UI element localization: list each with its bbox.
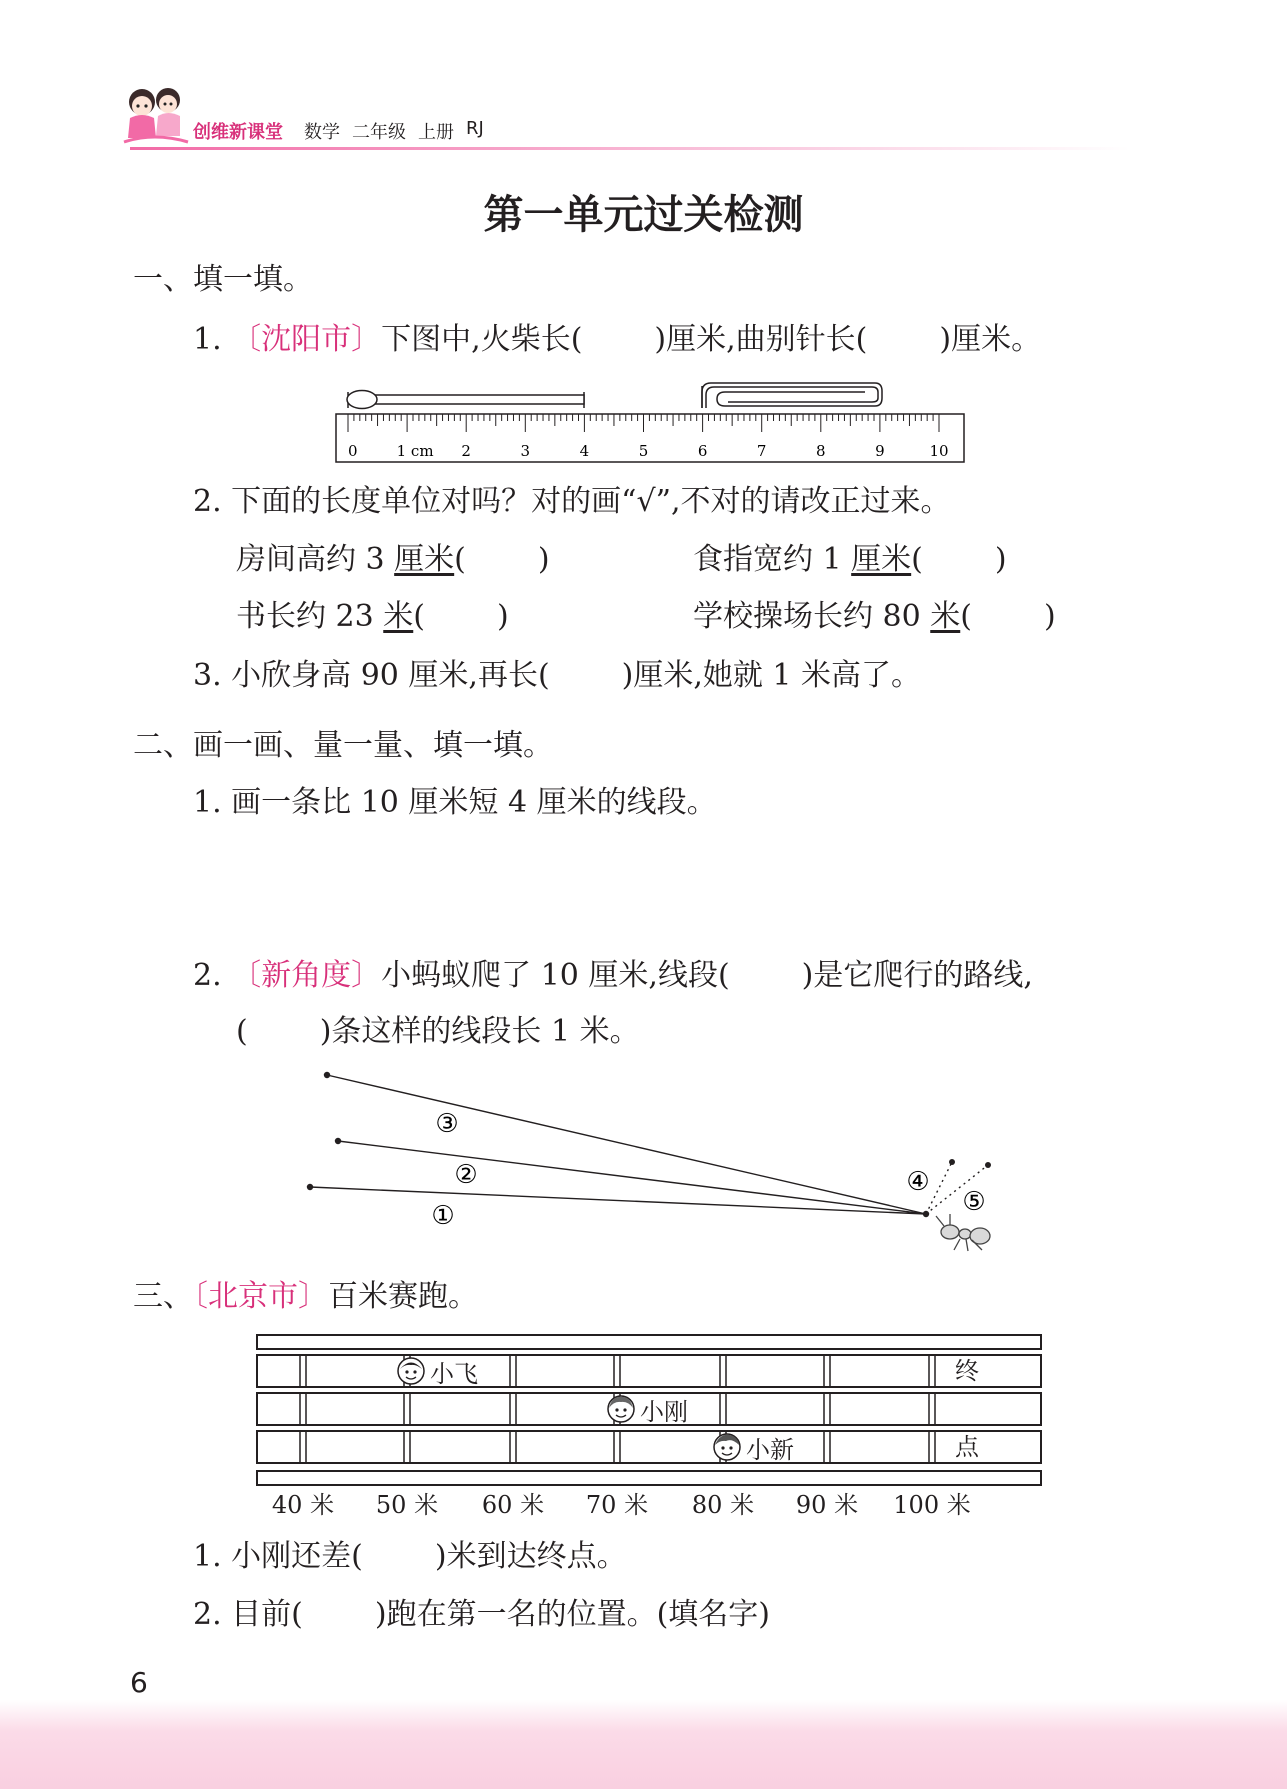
- paren-close: ): [994, 542, 1007, 577]
- ant-segments-figure: [290, 1060, 1010, 1260]
- ruler-label: 6: [697, 442, 708, 460]
- q-text-part2: )厘米,她就 1 米高了。: [621, 658, 922, 693]
- paren-close: ): [537, 542, 550, 577]
- runner-face-icon: [396, 1356, 426, 1386]
- source-tag: 〔北京市〕: [193, 1279, 328, 1314]
- section2-heading: 二、画一画、量一量、填一填。: [133, 728, 553, 763]
- unit-item-3: [236, 599, 509, 635]
- edition-label: RJ: [466, 118, 484, 139]
- q-text-part2: )厘米,曲别针长(: [654, 322, 868, 357]
- volume-label: 上册: [418, 122, 454, 143]
- unit-item-2: [693, 542, 1007, 578]
- source-tag: 〔沈阳市〕: [231, 322, 382, 357]
- q-number: 2.: [193, 958, 222, 993]
- paren-open: (: [413, 599, 425, 634]
- segment-label-3: ③: [435, 1109, 459, 1139]
- q-text-part1: 1. 小刚还差(: [193, 1539, 363, 1574]
- ruler-label: 10: [929, 442, 949, 460]
- runner-face-icon: [606, 1394, 636, 1424]
- q-text-part2: )跑在第一名的位置。(填名字): [374, 1597, 770, 1632]
- unit-word: 厘米: [851, 542, 912, 577]
- ruler-label: 2: [461, 442, 471, 460]
- unit-word: 米: [930, 599, 961, 634]
- question-3-1: [193, 1539, 627, 1575]
- segment-1: [310, 1187, 926, 1214]
- unit-word: 厘米: [394, 542, 455, 577]
- paren-close: ): [1043, 599, 1056, 634]
- distance-label: 40 米: [271, 1491, 335, 1519]
- q-text-part1: 2. 目前(: [193, 1597, 303, 1632]
- segment-label-5: ⑤: [962, 1187, 986, 1217]
- ruler-label: 0: [348, 442, 358, 460]
- runner-name: 小刚: [640, 1397, 688, 1426]
- ruler-label: 1 cm: [396, 442, 434, 460]
- ant-image: [936, 1214, 990, 1251]
- paperclip-image: [702, 383, 882, 408]
- q-text-part2: )条这样的线段长 1 米。: [319, 1014, 640, 1049]
- track-bottom-rail: [256, 1470, 1042, 1486]
- question-2-1: 1. 画一条比 10 厘米短 4 厘米的线段。: [193, 785, 717, 820]
- question-2-2: [193, 958, 1033, 994]
- segment-label-1: ①: [431, 1201, 455, 1231]
- runner-face-icon: [712, 1432, 742, 1462]
- header-divider: [130, 147, 1130, 150]
- q-text-part2: )是它爬行的路线,: [801, 958, 1033, 993]
- unit-item-1: [236, 542, 550, 578]
- ruler-label: 3: [520, 442, 531, 460]
- subject-label: 数学: [304, 122, 340, 143]
- ruler-label: 4: [579, 442, 590, 460]
- finish-label-bottom: 点: [955, 1433, 979, 1461]
- grade-label: 二年级: [352, 122, 406, 143]
- unit-item-text: 学校操场长约 80: [693, 599, 931, 634]
- q-text-part2: )米到达终点。: [434, 1539, 627, 1574]
- segment-label-4: ④: [906, 1167, 930, 1197]
- ruler-figure: [330, 378, 970, 464]
- question-1-2: 2. 下面的长度单位对吗？对的画“√”,不对的请改正过来。: [193, 484, 951, 519]
- segment-2: [338, 1141, 926, 1214]
- runner-xiaoxin: [712, 1432, 794, 1462]
- unit-item-text: 房间高约 3: [236, 542, 395, 577]
- q-text-part1: 小蚂蚁爬了 10 厘米,线段(: [381, 958, 730, 993]
- section1-heading: 一、填一填。: [133, 262, 313, 297]
- paren-open: (: [911, 542, 923, 577]
- paren-open: (: [236, 1014, 248, 1049]
- page-number: 6: [130, 1666, 148, 1699]
- drawing-area[interactable]: [193, 830, 1093, 950]
- ruler-label: 9: [875, 442, 885, 460]
- segment-label-2: ②: [454, 1160, 478, 1190]
- section-number: 三、: [133, 1279, 193, 1314]
- runner-xiaofei: [396, 1356, 478, 1386]
- kids-logo-image: [120, 82, 192, 152]
- section3-heading: [133, 1279, 478, 1315]
- q-text-part3: )厘米。: [939, 322, 1042, 357]
- segment-3: [327, 1075, 926, 1214]
- paren-open: (: [960, 599, 972, 634]
- ruler-label: 8: [816, 442, 826, 460]
- unit-item-4: [693, 599, 1056, 635]
- segment-4: [926, 1162, 952, 1214]
- runner-name: 小飞: [430, 1359, 478, 1388]
- unit-item-text: 书长约 23: [236, 599, 384, 634]
- distance-label: 60 米: [481, 1491, 545, 1519]
- question-2-2-line2: [236, 1014, 640, 1050]
- source-tag: 〔新角度〕: [231, 958, 382, 993]
- unit-item-text: 食指宽约 1: [693, 542, 852, 577]
- runner-xiaogang: [606, 1394, 688, 1424]
- finish-label-top: 终: [955, 1357, 979, 1385]
- distance-label: 50 米: [375, 1491, 439, 1519]
- paren-close: ): [496, 599, 509, 634]
- footer-band: [0, 1700, 1287, 1789]
- unit-word: 米: [383, 599, 414, 634]
- ruler-label: 7: [756, 442, 767, 460]
- distance-label: 80 米: [691, 1491, 755, 1519]
- runner-name: 小新: [746, 1435, 794, 1464]
- brand-name: 创维新课堂: [193, 122, 283, 143]
- question-1-3: [193, 658, 921, 694]
- q-text-part1: 3. 小欣身高 90 厘米,再长(: [193, 658, 550, 693]
- question-3-2: [193, 1597, 770, 1633]
- distance-label: 100 米: [893, 1491, 971, 1519]
- q-text-part1: 下图中,火柴长(: [381, 322, 583, 357]
- question-1-1: [193, 322, 1041, 358]
- track-top-rail: [256, 1334, 1042, 1350]
- distance-label: 70 米: [585, 1491, 649, 1519]
- ruler-label: 5: [638, 442, 649, 460]
- matchstick-image: [347, 391, 584, 409]
- page-title: 第一单元过关检测: [483, 192, 804, 238]
- q-number: 1.: [193, 322, 222, 357]
- paren-open: (: [454, 542, 466, 577]
- distance-label: 90 米: [795, 1491, 859, 1519]
- section-title: 百米赛跑。: [328, 1279, 478, 1314]
